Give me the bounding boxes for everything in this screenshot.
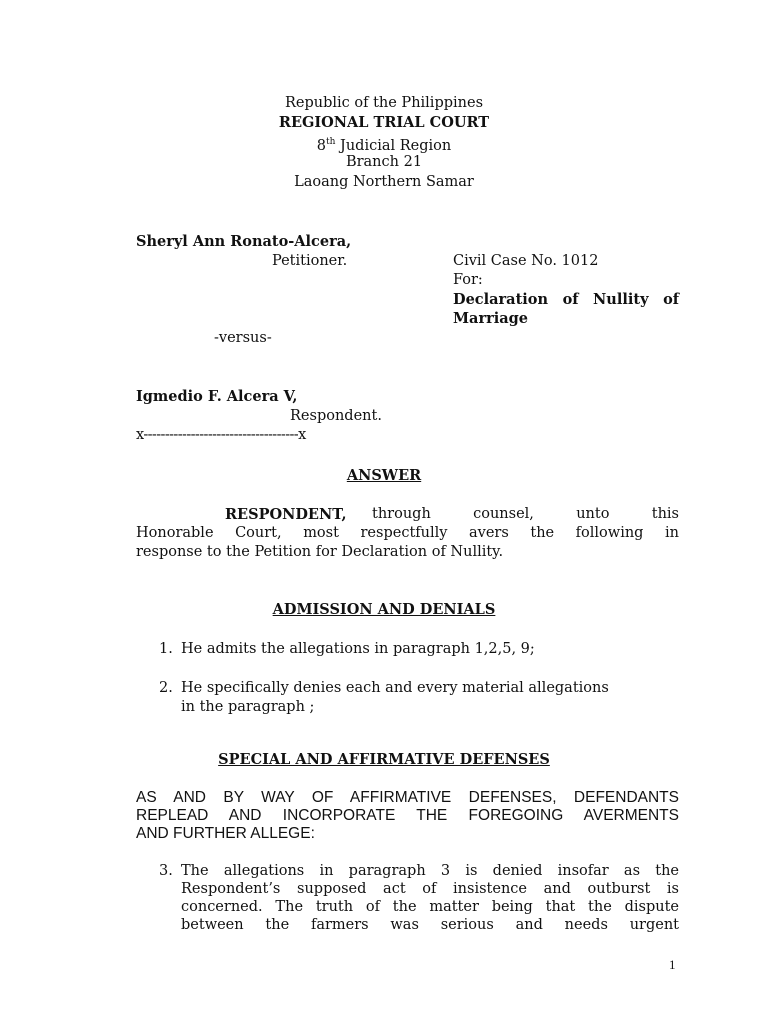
defense-item-3-line1: The allegations in paragraph 3 is denied insofar as the — [181, 863, 679, 879]
answer-intro-line3: response to the Petition for Declaration of Nullity. — [136, 544, 504, 560]
caption-separator: x------------------------------------x — [136, 427, 306, 443]
admissions-title: ADMISSION AND DENIALS — [272, 601, 496, 618]
admission-item-1-number: 1. — [159, 641, 173, 657]
petitioner-name: Sheryl Ann Ronato-Alcera, — [136, 233, 352, 250]
branch-line: Branch 21 — [345, 154, 423, 170]
page-number: 1 — [669, 957, 676, 972]
region-number: 8 — [316, 137, 326, 154]
respondent-lead: RESPONDENT, — [225, 506, 347, 523]
defense-item-3-number: 3. — [159, 863, 173, 879]
defenses-intro-line2: REPLEAD AND INCORPORATE THE FOREGOING AVERMENTS — [136, 807, 679, 824]
court-name: REGIONAL TRIAL COURT — [278, 114, 490, 131]
case-title-line2: Marriage — [453, 310, 528, 327]
answer-intro-line2: Honorable Court, most respectfully avers the following in — [136, 525, 679, 541]
location-line: Laoang Northern Samar — [294, 174, 474, 190]
defense-item-3-line2: Respondent’s supposed act of insistence and outburst is — [181, 881, 679, 897]
defense-item-3-line3: concerned. The truth of the matter being that the dispute — [181, 899, 679, 915]
defenses-intro-line3: AND FURTHER ALLEGE: — [136, 825, 315, 842]
republic-line: Republic of the Philippines — [284, 95, 484, 111]
for-label: For: — [453, 272, 483, 288]
petitioner-role: Petitioner. — [272, 253, 348, 269]
defenses-title: SPECIAL AND AFFIRMATIVE DEFENSES — [218, 751, 550, 768]
region-text: Judicial Region — [335, 137, 452, 154]
answer-intro-lead — [225, 505, 347, 525]
answer-title: ANSWER — [346, 467, 422, 484]
defenses-intro-line1: AS AND BY WAY OF AFFIRMATIVE DEFENSES, DEFENDANTS — [136, 789, 679, 806]
case-title-line1: Declaration of Nullity of — [453, 291, 679, 308]
admission-item-2-text-line1: He specifically denies each and every material allegations — [181, 680, 609, 696]
answer-intro-line1-rest: through counsel, unto this — [372, 506, 679, 522]
case-number: Civil Case No. 1012 — [453, 253, 599, 269]
respondent-name: Igmedio F. Alcera V, — [136, 388, 298, 405]
admission-item-2-text-line2: in the paragraph ; — [181, 699, 315, 715]
admission-item-2-number: 2. — [159, 680, 173, 696]
respondent-role: Respondent. — [290, 408, 382, 424]
admission-item-1-text: He admits the allegations in paragraph 1,2,5, 9; — [181, 641, 535, 657]
versus-label: -versus- — [214, 330, 272, 346]
defense-item-3-line4: between the farmers was serious and needs urgent — [181, 917, 679, 933]
region-superscript: th — [325, 137, 336, 147]
